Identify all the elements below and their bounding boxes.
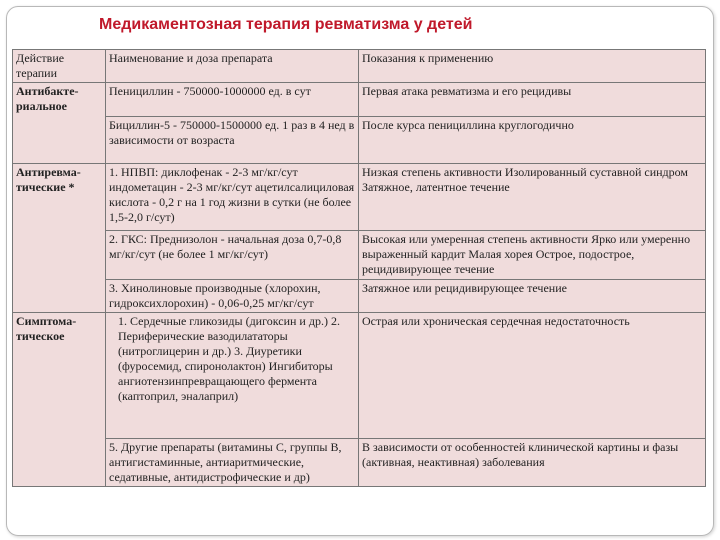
table-row (13, 313, 706, 439)
cell-indication: В зависимости от особенностей клинической картины и фазы (активная, неактивная) заболевания (359, 439, 706, 487)
table-row (13, 117, 706, 164)
cell-drug: Пенициллин - 750000-1000000 ед. в сут (106, 83, 359, 117)
cell-indication: Высокая или умеренная степень активности Ярко или умеренно выраженный кардит Малая хорея Острое, подострое, рецидивирующее течение (359, 231, 706, 280)
cell-drug: 1. НПВП: диклофенак - 2-3 мг/кг/сут индометацин - 2-3 мг/кг/сут ацетилсалициловая кислота - 0,2 г на 1 год жизни в сутки (не более 1,5-2,0 г/сут) (106, 164, 359, 231)
row-label-antibacterial: Антибакте-риальное (13, 83, 106, 164)
cell-indication: После курса пенициллина круглогодично (359, 117, 706, 164)
table-row (13, 439, 706, 487)
table-header-row (13, 50, 706, 83)
header-action: Действие терапии (13, 50, 106, 83)
table-row (13, 231, 706, 280)
therapy-table (12, 49, 706, 487)
row-label-symptomatic: Симптома-тическое (13, 313, 106, 487)
header-indications: Показания к применению (359, 50, 706, 83)
cell-drug: 1. Сердечные гликозиды (дигоксин и др.) 2. Периферические вазодилататоры (нитроглицерин и др.) 3. Диуретики (фуросемид, спиронолактон) Ингибиторы ангиотензинпревращающего фермента (каптоприл, эналаприл) (106, 313, 359, 439)
page-title: Медикаментозная терапия ревматизма у детей (99, 16, 473, 33)
cell-indication: Затяжное или рецидивирующее течение (359, 280, 706, 313)
row-label-antirheumatic: Антиревма-тические * (13, 164, 106, 313)
cell-drug: Бициллин-5 - 750000-1500000 ед. 1 раз в 4 нед в зависимости от возраста (106, 117, 359, 164)
table-row (13, 164, 706, 231)
table-row (13, 83, 706, 117)
cell-indication: Острая или хроническая сердечная недостаточность (359, 313, 706, 439)
cell-indication: Низкая степень активности Изолированный суставной синдром Затяжное, латентное течение (359, 164, 706, 231)
cell-drug: 2. ГКС: Преднизолон - начальная доза 0,7-0,8 мг/кг/сут (не более 1 мг/кг/сут) (106, 231, 359, 280)
table-row (13, 280, 706, 313)
header-drug: Наименование и доза препарата (106, 50, 359, 83)
cell-drug: 3. Хинолиновые производные (хлорохин, гидроксихлорохин) - 0,06-0,25 мг/кг/сут (106, 280, 359, 313)
cell-indication: Первая атака ревматизма и его рецидивы (359, 83, 706, 117)
cell-drug: 5. Другие препараты (витамины С, группы В, антигистаминные, антиаритмические, седативные, антидистрофические и др) (106, 439, 359, 487)
